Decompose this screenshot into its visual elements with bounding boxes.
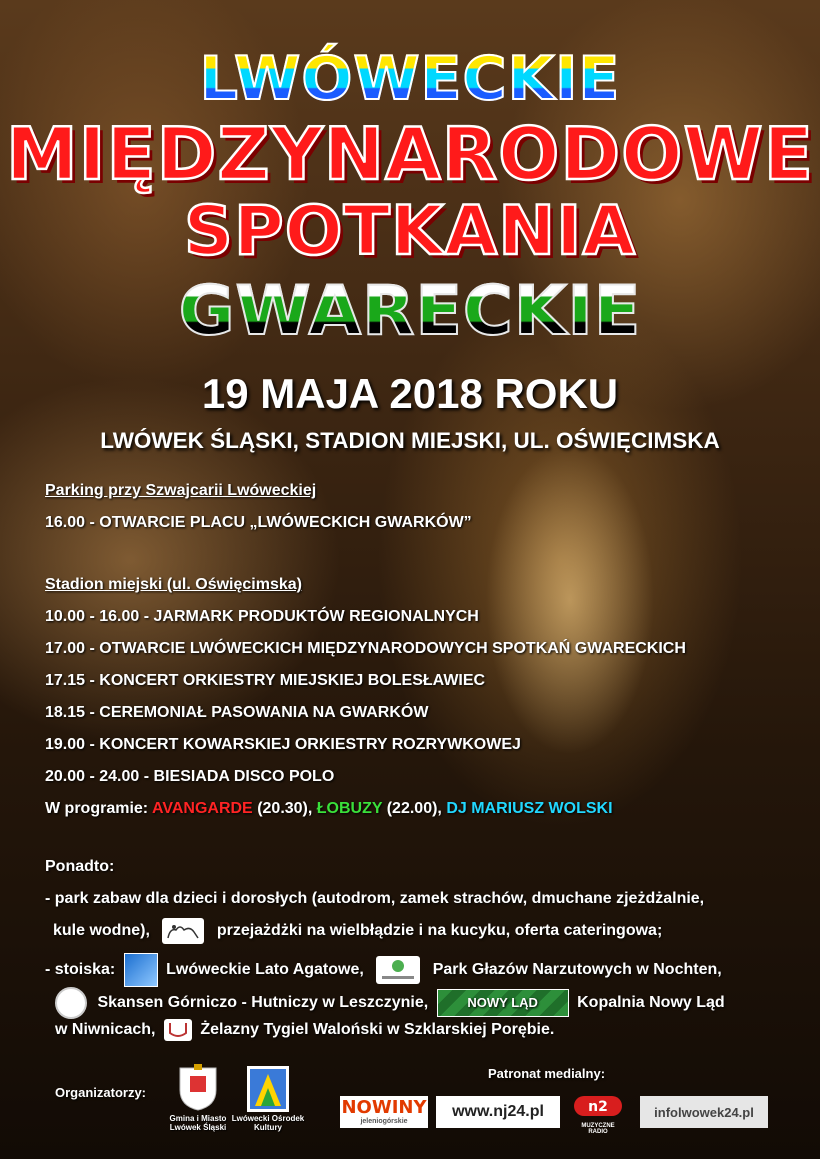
- band-lobuzy: ŁOBUZY: [316, 800, 383, 817]
- extras-text: Kopalnia Nowy Ląd: [577, 994, 725, 1012]
- nowy-lad-logo: NOWY LĄD: [437, 989, 569, 1017]
- programme-line: [45, 800, 613, 818]
- extras-text: Park Głazów Narzutowych w Nochten,: [432, 961, 722, 979]
- extras-text: Żelazny Tygiel Waloński w Szklarskiej Porębie.: [200, 1021, 555, 1039]
- media-radio-label: MUZYCZNE RADIO: [581, 1123, 615, 1135]
- band-dj: DJ MARIUSZ WOLSKI: [446, 800, 613, 817]
- media-nowiny-logo: [340, 1096, 428, 1128]
- event-venue: LWÓWEK ŚLĄSKI, STADION MIEJSKI, UL. OŚWIĘCIMSKA: [100, 428, 720, 453]
- media-patron-label: Patronat medialny:: [488, 1066, 606, 1081]
- extras-line-5: [55, 1019, 554, 1041]
- extras-line-4: [55, 987, 725, 1019]
- extras-text: w Niwnicach,: [55, 1021, 156, 1039]
- extras-line-3: [45, 953, 722, 987]
- band-avangarde: AVANGARDE: [151, 800, 253, 817]
- schedule-item: 17.15 - KONCERT ORKIESTRY MIEJSKIEJ BOLESŁAWIEC: [45, 672, 486, 689]
- title-line-1: LWÓWECKIE: [0, 44, 820, 114]
- skansen-logo: [55, 987, 87, 1019]
- lato-agatowe-logo: [124, 953, 158, 987]
- media-infolwowek-logo: infolwowek24.pl: [640, 1096, 768, 1128]
- title-line-2: MIĘDZYNARODOWE: [6, 112, 814, 196]
- schedule-item: 16.00 - OTWARCIE PLACU „LWÓWECKICH GWARKÓW”: [45, 514, 472, 531]
- band-time: (20.30),: [257, 800, 313, 817]
- section-stadium-heading: Stadion miejski (ul. Oświęcimska): [45, 576, 302, 593]
- media-radio-logo: [572, 1094, 624, 1135]
- programme-prefix: W programie:: [45, 800, 149, 817]
- extras-text: przejażdżki na wielbłądzie i na kucyku, oferta cateringowa;: [216, 922, 663, 940]
- media-nj24-logo: www.nj24.pl: [436, 1096, 560, 1128]
- lok-logo-icon: [247, 1066, 289, 1112]
- camel-pony-icon: [162, 918, 204, 944]
- extras-line-2: [53, 918, 662, 944]
- schedule-item: 17.00 - OTWARCIE LWÓWECKICH MIĘDZYNARODOWYCH SPOTKAŃ GWARECKICH: [45, 640, 686, 657]
- svg-text:n2: n2: [588, 1099, 608, 1115]
- gmina-crest-icon: [176, 1062, 220, 1112]
- title-line-3: SPOTKANIA: [183, 192, 637, 271]
- extras-heading: Ponadto:: [45, 858, 115, 875]
- org-lok-label: Lwówecki Ośrodek Kultury: [231, 1114, 305, 1132]
- extras-text: Skansen Górniczo - Hutniczy w Leszczynie,: [97, 994, 429, 1012]
- title-line-4: GWARECKIE: [0, 272, 820, 351]
- media-nowiny-subtitle: jeleniogórskie: [360, 1117, 408, 1125]
- park-glazow-logo: [376, 956, 420, 984]
- band-time: (22.00),: [386, 800, 442, 817]
- extras-text: kule wodne),: [53, 922, 150, 940]
- organizers-label: Organizatorzy:: [55, 1085, 147, 1100]
- schedule-item: 20.00 - 24.00 - BIESIADA DISCO POLO: [45, 768, 335, 785]
- schedule-item: 19.00 - KONCERT KOWARSKIEJ ORKIESTRY ROZRYWKOWEJ: [45, 736, 521, 753]
- media-nowiny-title: NOWINY: [341, 1096, 427, 1118]
- org-gmina-label: Gmina i Miasto Lwówek Śląski: [169, 1114, 227, 1132]
- section-parking-heading: Parking przy Szwajcarii Lwóweckiej: [45, 482, 317, 499]
- schedule-item: 10.00 - 16.00 - JARMARK PRODUKTÓW REGIONALNYCH: [45, 608, 479, 625]
- extras-line-1: - park zabaw dla dzieci i dorosłych (autodrom, zamek strachów, dmuchane zjeżdżalnie,: [45, 890, 705, 907]
- extras-text: - stoiska:: [45, 961, 116, 979]
- event-date: 19 MAJA 2018 ROKU: [201, 370, 619, 417]
- schedule-item: 18.15 - CEREMONIAŁ PASOWANIA NA GWARKÓW: [45, 704, 429, 721]
- tygiel-logo: [164, 1019, 192, 1041]
- extras-text: Lwóweckie Lato Agatowe,: [166, 961, 364, 979]
